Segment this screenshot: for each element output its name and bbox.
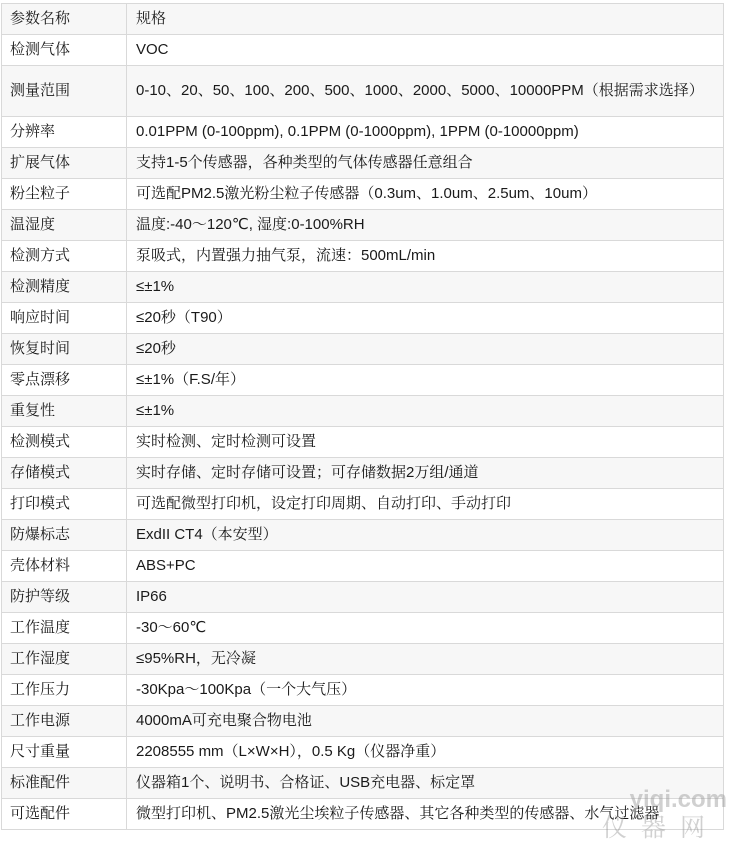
spec-value-cell: 可选配PM2.5激光粉尘粒子传感器（0.3um、1.0um、2.5um、10um）: [127, 179, 724, 210]
spec-table-body: [2, 4, 724, 830]
table-row: [2, 489, 724, 520]
spec-value-cell: ≤20秒: [127, 334, 724, 365]
spec-key-cell: 零点漂移: [2, 365, 127, 396]
spec-key-cell: 检测模式: [2, 427, 127, 458]
table-header-row: [2, 4, 724, 35]
spec-value-cell: IP66: [127, 582, 724, 613]
table-row: [2, 520, 724, 551]
spec-value-cell: 0-10、20、50、100、200、500、1000、2000、5000、10000PPM（根据需求选择）: [127, 66, 724, 117]
spec-key-cell: 工作电源: [2, 706, 127, 737]
spec-key-cell: 防爆标志: [2, 520, 127, 551]
table-row: [2, 35, 724, 66]
table-row: [2, 644, 724, 675]
table-row: [2, 365, 724, 396]
spec-value-cell: 微型打印机、PM2.5激光尘埃粒子传感器、其它各种类型的传感器、水气过滤器: [127, 799, 724, 830]
table-row: [2, 66, 724, 117]
spec-value-cell: ExdII CT4（本安型）: [127, 520, 724, 551]
table-row: [2, 551, 724, 582]
spec-key-cell: 检测方式: [2, 241, 127, 272]
table-row: [2, 303, 724, 334]
header-key-cell: 参数名称: [2, 4, 127, 35]
spec-value-cell: -30～60℃: [127, 613, 724, 644]
spec-value-cell: 2208555 mm（L×W×H），0.5 Kg（仪器净重）: [127, 737, 724, 768]
spec-value-cell: VOC: [127, 35, 724, 66]
spec-key-cell: 壳体材料: [2, 551, 127, 582]
spec-key-cell: 检测精度: [2, 272, 127, 303]
table-row: [2, 427, 724, 458]
spec-key-cell: 响应时间: [2, 303, 127, 334]
table-row: [2, 148, 724, 179]
spec-key-cell: 存储模式: [2, 458, 127, 489]
header-value-cell: 规格: [127, 4, 724, 35]
spec-value-cell: 可选配微型打印机，设定打印周期、自动打印、手动打印: [127, 489, 724, 520]
spec-value-cell: 实时存储、定时存储可设置；可存储数据2万组/通道: [127, 458, 724, 489]
table-row: [2, 675, 724, 706]
spec-key-cell: 重复性: [2, 396, 127, 427]
spec-value-cell: ABS+PC: [127, 551, 724, 582]
spec-key-cell: 尺寸重量: [2, 737, 127, 768]
spec-value-cell: 仪器箱1个、说明书、合格证、USB充电器、标定罩: [127, 768, 724, 799]
spec-value-cell: ≤±1%: [127, 396, 724, 427]
spec-value-cell: 泵吸式，内置强力抽气泵，流速：500mL/min: [127, 241, 724, 272]
spec-value-cell: ≤±1%（F.S/年）: [127, 365, 724, 396]
table-row: [2, 768, 724, 799]
spec-key-cell: 扩展气体: [2, 148, 127, 179]
spec-key-cell: 工作湿度: [2, 644, 127, 675]
spec-key-cell: 分辨率: [2, 117, 127, 148]
table-row: [2, 458, 724, 489]
watermark-domain: yiqi.com: [629, 786, 727, 813]
spec-key-cell: 粉尘粒子: [2, 179, 127, 210]
spec-table: [1, 3, 724, 830]
table-row: [2, 613, 724, 644]
spec-value-cell: 4000mA可充电聚合物电池: [127, 706, 724, 737]
table-row: [2, 117, 724, 148]
spec-key-cell: 标准配件: [2, 768, 127, 799]
spec-value-cell: 温度:-40～120℃, 湿度:0-100%RH: [127, 210, 724, 241]
table-row: [2, 582, 724, 613]
spec-key-cell: 防护等级: [2, 582, 127, 613]
spec-key-cell: 工作压力: [2, 675, 127, 706]
table-row: [2, 179, 724, 210]
spec-value-cell: ≤±1%: [127, 272, 724, 303]
spec-key-cell: 温湿度: [2, 210, 127, 241]
spec-key-cell: 恢复时间: [2, 334, 127, 365]
table-row: [2, 396, 724, 427]
table-row: [2, 334, 724, 365]
table-row: [2, 241, 724, 272]
spec-value-cell: ≤20秒（T90）: [127, 303, 724, 334]
table-row: [2, 799, 724, 830]
spec-key-cell: 打印模式: [2, 489, 127, 520]
spec-key-cell: 可选配件: [2, 799, 127, 830]
spec-value-cell: 0.01PPM (0-100ppm), 0.1PPM (0-1000ppm), 1PPM (0-10000ppm): [127, 117, 724, 148]
spec-value-cell: 实时检测、定时检测可设置: [127, 427, 724, 458]
table-row: [2, 737, 724, 768]
watermark-brand: 仪器网: [601, 813, 719, 842]
table-row: [2, 210, 724, 241]
spec-key-cell: 检测气体: [2, 35, 127, 66]
spec-value-cell: 支持1-5个传感器，各种类型的气体传感器任意组合: [127, 148, 724, 179]
table-row: [2, 706, 724, 737]
table-row: [2, 272, 724, 303]
spec-key-cell: 工作温度: [2, 613, 127, 644]
spec-key-cell: 测量范围: [2, 66, 127, 117]
spec-value-cell: ≤95%RH，无冷凝: [127, 644, 724, 675]
spec-value-cell: -30Kpa～100Kpa（一个大气压）: [127, 675, 724, 706]
